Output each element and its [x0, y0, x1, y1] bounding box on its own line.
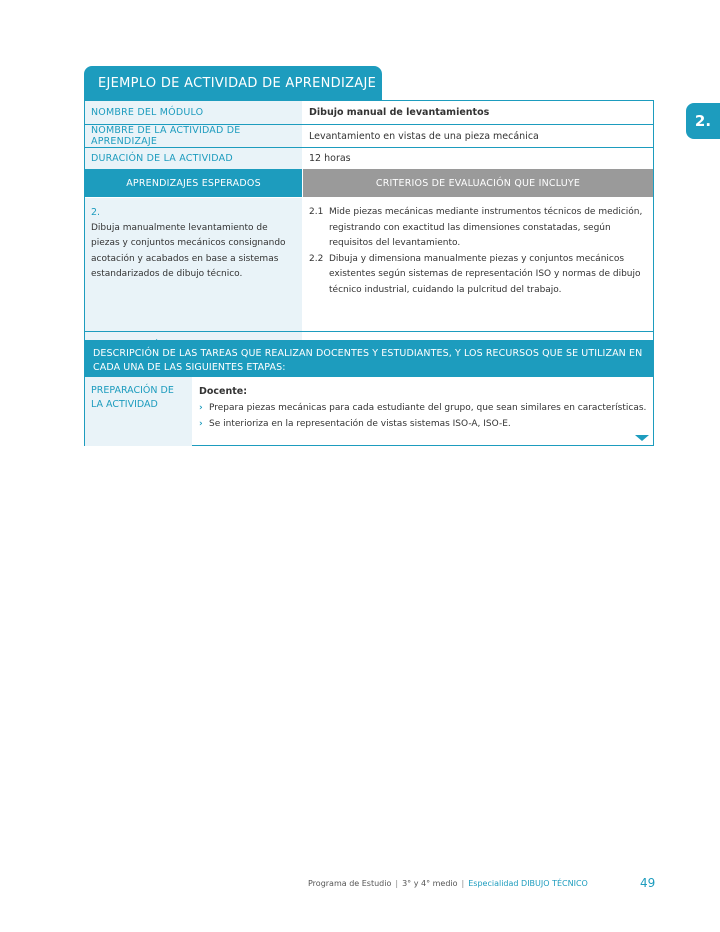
activity-title: EJEMPLO DE ACTIVIDAD DE APRENDIZAJE [84, 66, 382, 100]
activity-value: Levantamiento en vistas de una pieza mecánica [309, 130, 539, 142]
activity-card [84, 100, 654, 446]
preparation-role: Docente: [199, 386, 248, 397]
module-value: Dibujo manual de levantamientos [309, 107, 490, 118]
criteria-cell [303, 198, 653, 331]
description-header: DESCRIPCIÓN DE LAS TAREAS QUE REALIZAN DOCENTES Y ESTUDIANTES, Y LOS RECURSOS QUE SE UTILIZAN EN CADA UNA DE LAS SIGUIENTES ETAPAS: [85, 340, 653, 377]
criterion-item [309, 252, 645, 299]
footer-level: 3° y 4° medio [402, 879, 458, 888]
continue-down-icon [635, 435, 649, 441]
chapter-tab: 2. [686, 103, 720, 139]
criterion-number: 2.1 [309, 207, 324, 217]
criterion-text: Dibuja y dimensiona manualmente piezas y conjuntos mecánicos existentes según sistemas de representación ISO y normas de dibujo técnico industrial, cuidando la pulcritud del trabajo. [329, 253, 641, 295]
footer-specialty: Especialidad DIBUJO TÉCNICO [468, 879, 588, 888]
chevron-right-icon: › [199, 403, 203, 413]
preparation-bullet [199, 400, 647, 416]
preparation-bullet-text: Se interioriza en la representación de vistas sistemas ISO-A, ISO-E. [209, 419, 511, 429]
footer-program: Programa de Estudio [308, 879, 392, 888]
duration-value: 12 horas [309, 153, 351, 164]
footer-separator: | [461, 879, 465, 888]
preparation-bullet-text: Prepara piezas mecánicas para cada estudiante del grupo, que sean similares en características. [209, 403, 647, 413]
expected-learning-header: APRENDIZAJES ESPERADOS [85, 169, 302, 197]
activity-label: NOMBRE DE LA ACTIVIDAD DE APRENDIZAJE [85, 125, 302, 147]
duration-row [85, 148, 653, 169]
preparation-bullet [199, 416, 647, 432]
module-row [85, 101, 653, 124]
preparation-content [193, 377, 653, 446]
criterion-text: Mide piezas mecánicas mediante instrumentos técnicos de medición, registrando con exactitud las dimensiones constatadas, según requisitos del levantamiento. [329, 207, 643, 248]
footer [308, 879, 588, 888]
activity-row [85, 125, 653, 147]
footer-separator: | [395, 879, 399, 888]
criterion-number: 2.2 [309, 253, 324, 264]
module-label: NOMBRE DEL MÓDULO [85, 101, 302, 124]
expected-learning-cell [85, 198, 302, 331]
preparation-label: PREPARACIÓN DE LA ACTIVIDAD [85, 377, 192, 446]
duration-label: DURACIÓN DE LA ACTIVIDAD [85, 148, 302, 169]
criterion-item [309, 205, 645, 252]
expected-learning-text: Dibuja manualmente levantamiento de piezas y conjuntos mecánicos consignando acotación y acabados en base a sistemas estandarizados de dibujo técnico. [91, 222, 286, 279]
chevron-right-icon: › [199, 419, 203, 429]
page-number: 49 [640, 876, 656, 890]
expected-learning-number: 2. [91, 207, 101, 218]
criteria-header: CRITERIOS DE EVALUACIÓN QUE INCLUYE [303, 169, 653, 197]
